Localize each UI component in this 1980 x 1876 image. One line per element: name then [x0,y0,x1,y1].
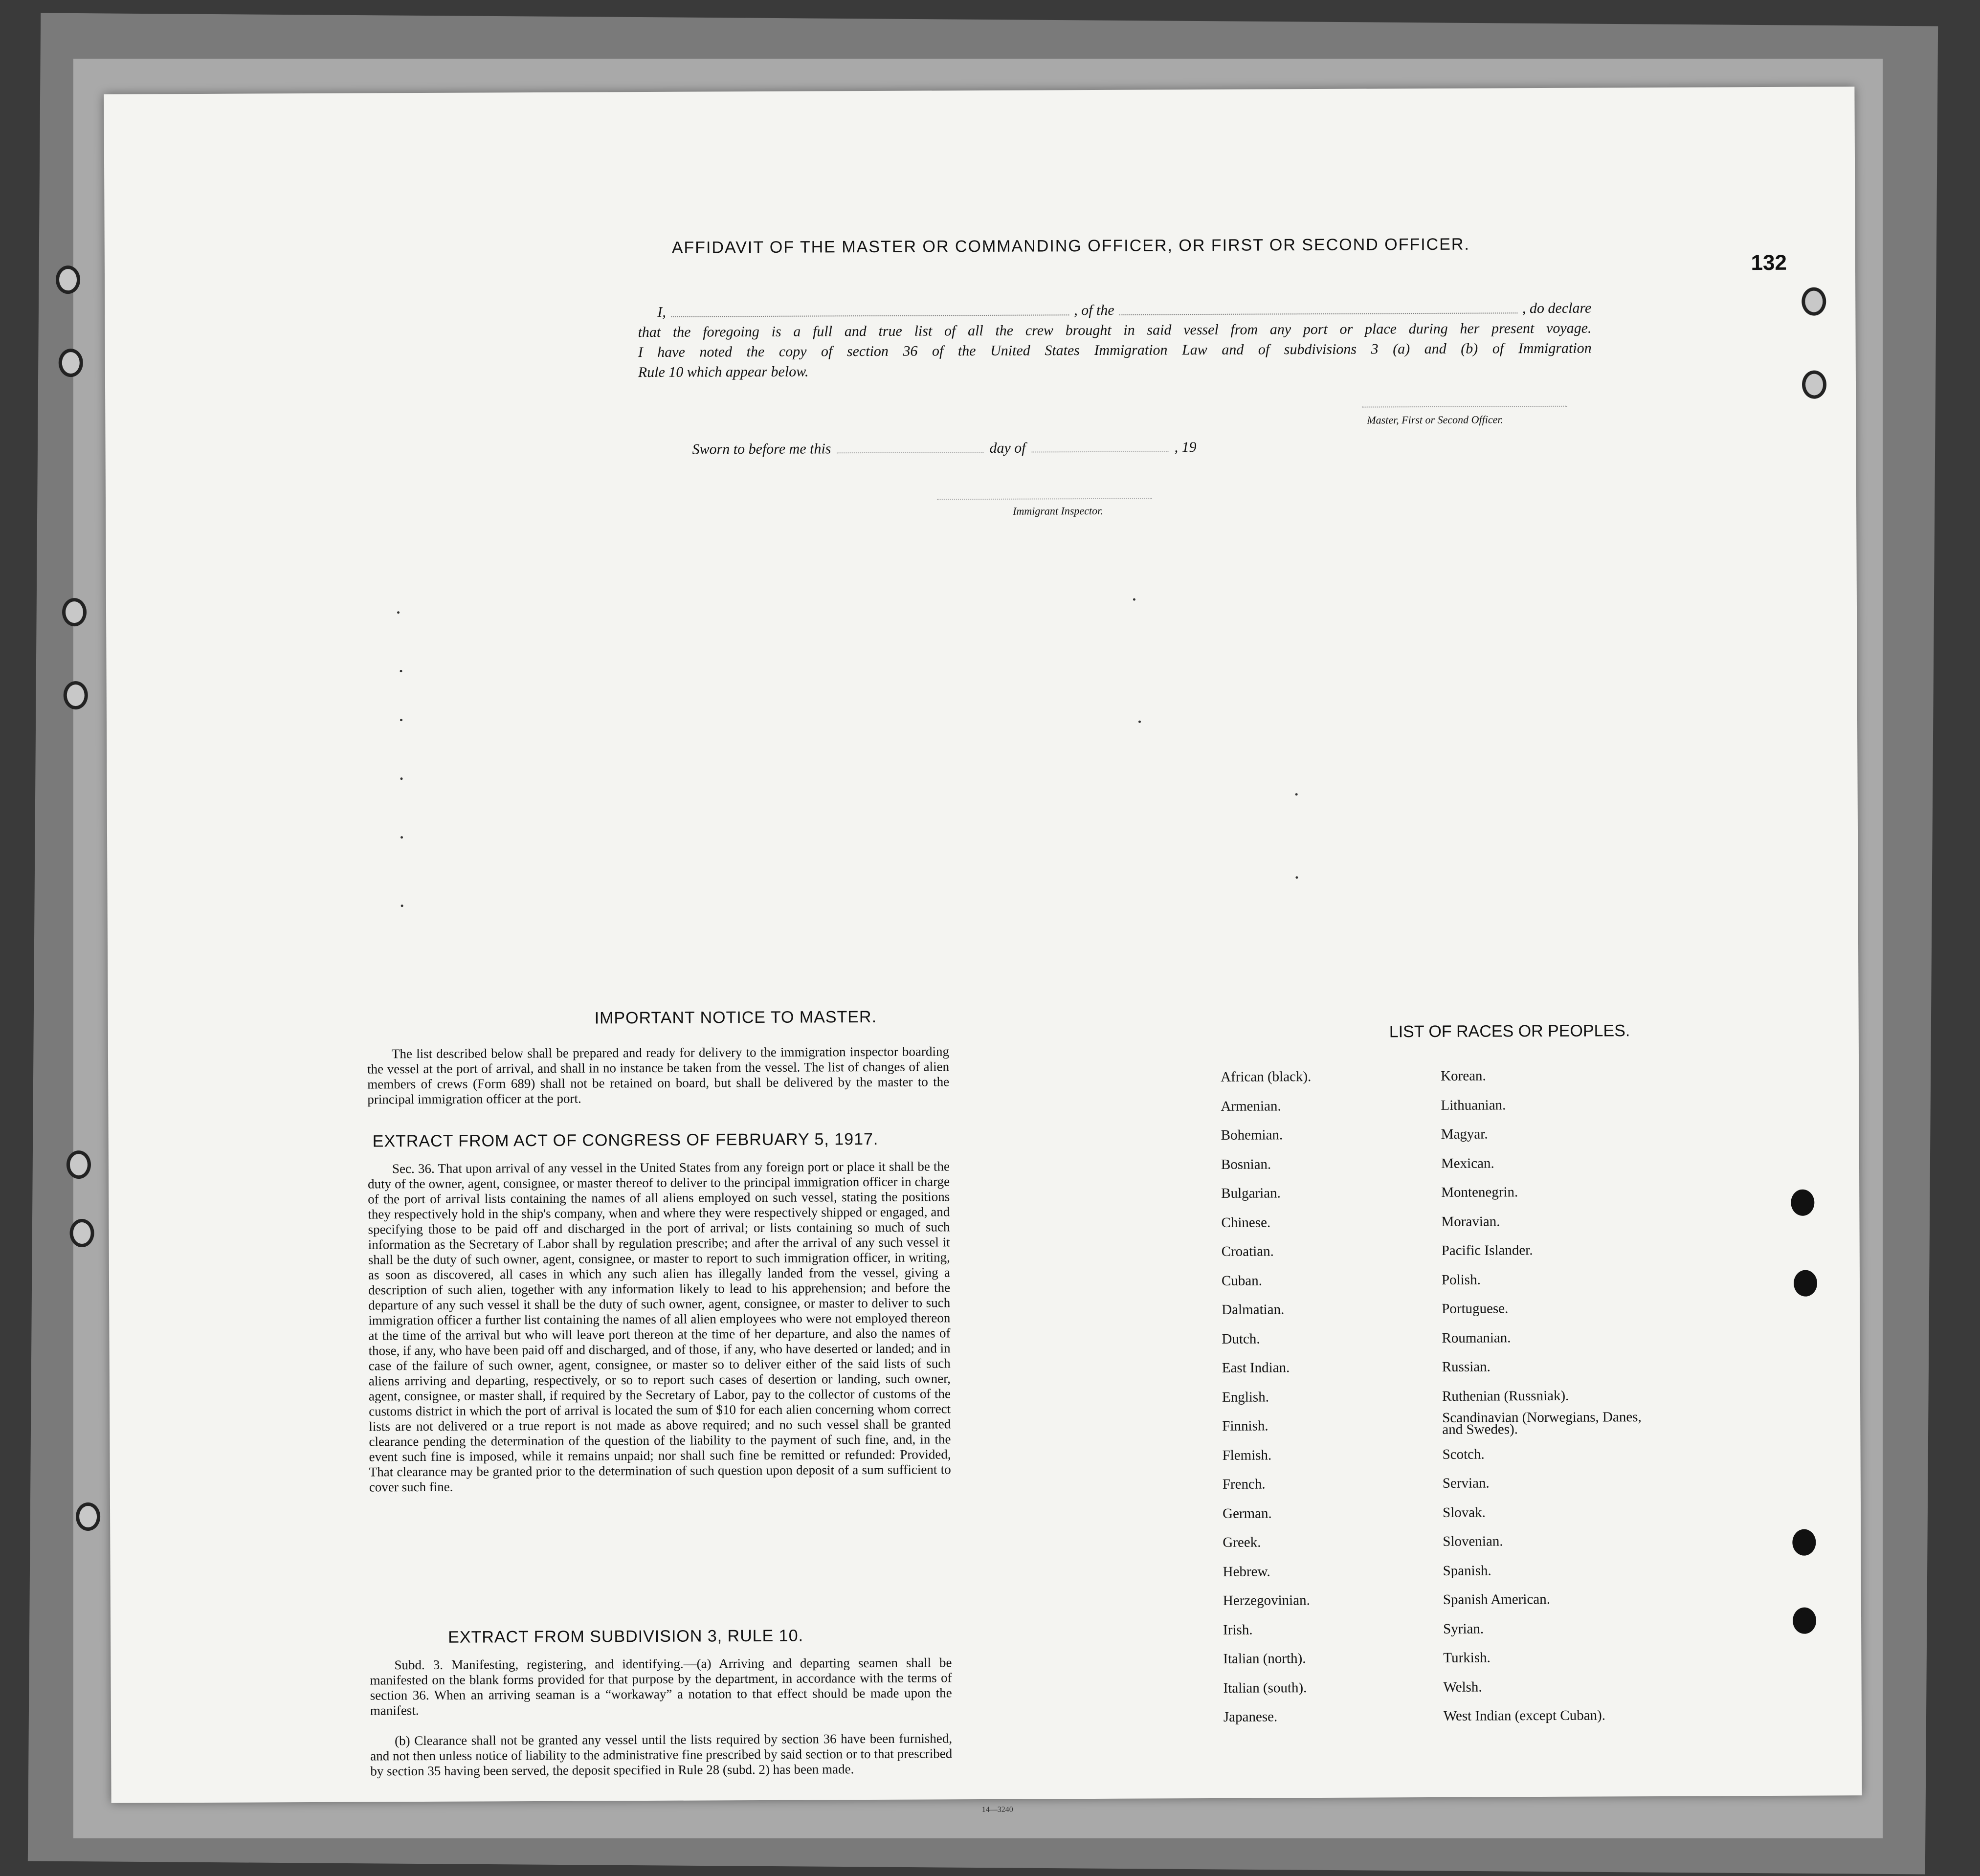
scan-mark [400,777,402,780]
sworn-year: , 19 [1174,439,1197,456]
race-item: Welsh. [1443,1679,1482,1695]
scan-mark [401,905,403,907]
race-item: Servian. [1442,1475,1490,1491]
notice-text: The list described below shall be prepared and ready for delivery to the immigration inspector boarding the vessel at the port of arrival, and shall in no instance be taken from the vessel. The list of changes of alien members of crews (Form 689) shall not be retained on board, but shall be delivered by the master to the principal immigration officer at the port. [367,1044,950,1107]
scan-mark [1295,876,1298,879]
race-item: Bohemian. [1221,1127,1283,1143]
scan-mark [400,836,403,839]
race-item: East Indian. [1222,1360,1290,1376]
vessel-blank [1119,298,1517,315]
race-item: Slovak. [1443,1504,1486,1521]
race-item: Lithuanian. [1441,1097,1506,1113]
scan-mark [400,670,402,672]
race-item: Cuban. [1221,1273,1263,1289]
extract-rule-text-a: Subd. 3. Manifesting, registering, and identifying.—(a) Arriving and departing seamen shall be manifested on the blank forms provided for that purpose by the department, in accordance with the terms of section 36. When an arriving seaman is a “workaway” a notation to that effect should be made upon the manifest. [370,1655,952,1718]
race-item: French. [1222,1476,1266,1492]
race-item: Pacific Islander. [1441,1242,1533,1258]
race-item: Russian. [1442,1359,1491,1375]
binder-hole-icon [69,1219,94,1247]
binder-hole-icon [1791,1190,1814,1216]
declaration-line-3: I have noted the copy of section 36 of the United States Immigration Law and of subdivisions 3 (a) and (b) of Immigration [638,340,1592,361]
race-item: Mexican. [1441,1155,1494,1171]
race-item: Magyar. [1441,1126,1488,1142]
race-item: Bosnian. [1221,1156,1271,1172]
declaration-of-the: , of the [1074,302,1114,319]
race-item: Polish. [1441,1272,1481,1288]
sworn-prefix: Sworn to before me this [692,441,831,458]
binder-hole-icon [64,681,88,709]
race-item: English. [1222,1389,1269,1405]
extract-act-title: EXTRACT FROM ACT OF CONGRESS OF FEBRUARY 5, 1917. [372,1129,879,1151]
scan-mark [1138,721,1141,723]
sworn-month-blank [1032,449,1169,452]
inspector-label: Immigrant Inspector. [1013,504,1103,517]
race-item: Syrian. [1443,1621,1484,1637]
race-item: Japanese. [1223,1709,1278,1725]
binder-hole-icon [76,1502,100,1531]
scan-mark [1133,598,1135,601]
race-item: Finnish. [1222,1418,1268,1434]
scan-mark [1295,793,1298,795]
race-item: Scandinavian (Norwegians, Danes, and Swedes). [1442,1409,1642,1437]
race-item: Spanish. [1443,1562,1491,1579]
binder-hole-icon [1802,370,1826,398]
race-item: Greek. [1223,1534,1261,1550]
race-item: Herzegovinian. [1223,1592,1310,1609]
extract-rule-title: EXTRACT FROM SUBDIVISION 3, RULE 10. [448,1626,804,1647]
scan-mark [397,611,400,614]
binder-hole-icon [56,265,80,294]
race-item: Flemish. [1222,1447,1272,1463]
page-number: 132 [1751,250,1787,275]
race-item: Italian (north). [1223,1651,1306,1667]
notice-title: IMPORTANT NOTICE TO MASTER. [594,1007,877,1028]
binder-hole-icon [62,598,87,626]
race-item: Portuguese. [1442,1301,1509,1317]
race-item: African (black). [1221,1069,1312,1085]
binder-hole-icon [1794,1270,1817,1297]
binder-hole-icon [1793,1608,1816,1634]
declaration-block [638,298,1592,383]
race-item: German. [1223,1505,1272,1522]
race-item: Scotch. [1442,1446,1485,1462]
signature-line [1362,406,1567,408]
declaration-do-declare: , do declare [1522,300,1592,317]
scan-mark [400,719,402,721]
race-item: Chinese. [1221,1214,1271,1231]
signature-label: Master, First or Second Officer. [1367,413,1504,426]
race-item: Turkish. [1443,1650,1491,1666]
race-item: Italian (south). [1223,1679,1307,1696]
extract-rule-text-b: (b) Clearance shall not be granted any vessel until the lists required by section 36 have been furnished, and not then unless notice of liability to the administrative fine prescribed by said section or to that prescribed by section 35 having been served, the deposit specified in Rule 28 (subd. 2) has been made. [370,1731,953,1779]
extract-act-text: Sec. 36. That upon arrival of any vessel in the United States from any foreign port or place it shall be the duty of the owner, agent, consignee, or master thereof to deliver to the principal immigration officer in charge of the port of arrival lists containing the names of all aliens employed on such vessel, stating the positions they respectively hold in the ship's company, when and where they were respectively shipped or engaged, and specifying those to be paid off and discharged in the port of arrival; or lists containing so much of such information as the Secretary of Labor shall by regulation prescribe; and after the arrival of any such vessel it shall be the duty of such owner, agent, consignee, or master to report to such immigration officer, in writing, as soon as discovered, all cases in which any such alien has illegally landed from the vessel, giving a description of such alien, together with any information likely to lead to his apprehension; and before the departure of any such vessel it shall be the duty of such owner, agent, consignee, or master to deliver to such immigration officer a further list containing the names of all alien employees who were not employed thereon at the time of the arrival but who will leave port thereon at the time of her departure, and also the names of those, if any, who have been paid off and discharged, and of those, if any, who have deserted or landed; and in case of the failure of such owner, agent, consignee, or master so to deliver either of the said lists of such aliens arriving and departing, respectively, or so to report such cases of desertion or landing, such owner, agent, consignee, or master shall, if required by the Secretary of Labor, pay to the collector of customs of the customs district in which the port of arrival is located the sum of $10 for each alien concerning whom correct lists are not delivered or a true report is not made as above required; and no such vessel shall be granted clearance pending the determination of the question of the liability to the payment of such fine, and, in the event such fine is imposed, while it remains unpaid; nor shall such fine be remitted or refunded: Provided, That clearance may be granted prior to the determination of such question upon deposit of a sum sufficient to cover such fine. [368,1159,951,1495]
race-item: Korean. [1441,1068,1486,1084]
binder-hole-icon [1802,287,1826,315]
binder-hole-icon [67,1150,91,1179]
sworn-line [692,439,1197,458]
race-item: Armenian. [1221,1098,1281,1114]
race-item: Croatian. [1221,1243,1274,1259]
sworn-day-of: day of [989,440,1026,456]
binder-hole-icon [59,349,83,377]
document-page [104,87,1862,1814]
race-item: Roumanian. [1442,1329,1511,1346]
race-item: Dutch. [1222,1331,1260,1347]
binder-hole-icon [1792,1529,1816,1556]
race-item: Dalmatian. [1222,1302,1285,1318]
race-item: Ruthenian (Russniak). [1442,1388,1569,1404]
race-item: West Indian (except Cuban). [1443,1707,1606,1724]
race-item: Spanish American. [1443,1591,1550,1608]
affidavit-title: AFFIDAVIT OF THE MASTER OR COMMANDING OFFICER, OR FIRST OR SECOND OFFICER. [671,235,1470,257]
races-title: LIST OF RACES OR PEOPLES. [1389,1021,1630,1041]
declaration-line-2: that the foregoing is a full and true list of all the crew brought in said vessel from any port or place during her present voyage. [638,320,1592,341]
race-item: Hebrew. [1223,1563,1270,1580]
race-item: Irish. [1223,1622,1253,1638]
inspector-signature-line [937,498,1152,500]
race-item: Moravian. [1441,1213,1500,1230]
race-item: Montenegrin. [1441,1184,1518,1200]
race-item: Bulgarian. [1221,1185,1281,1201]
sworn-day-blank [837,450,983,453]
declaration-i: I, [657,304,666,320]
name-blank [671,300,1069,317]
form-code: 14—3240 [981,1805,1013,1814]
declaration-line-4: Rule 10 which appear below. [638,363,809,381]
race-item: Slovenian. [1443,1533,1503,1549]
